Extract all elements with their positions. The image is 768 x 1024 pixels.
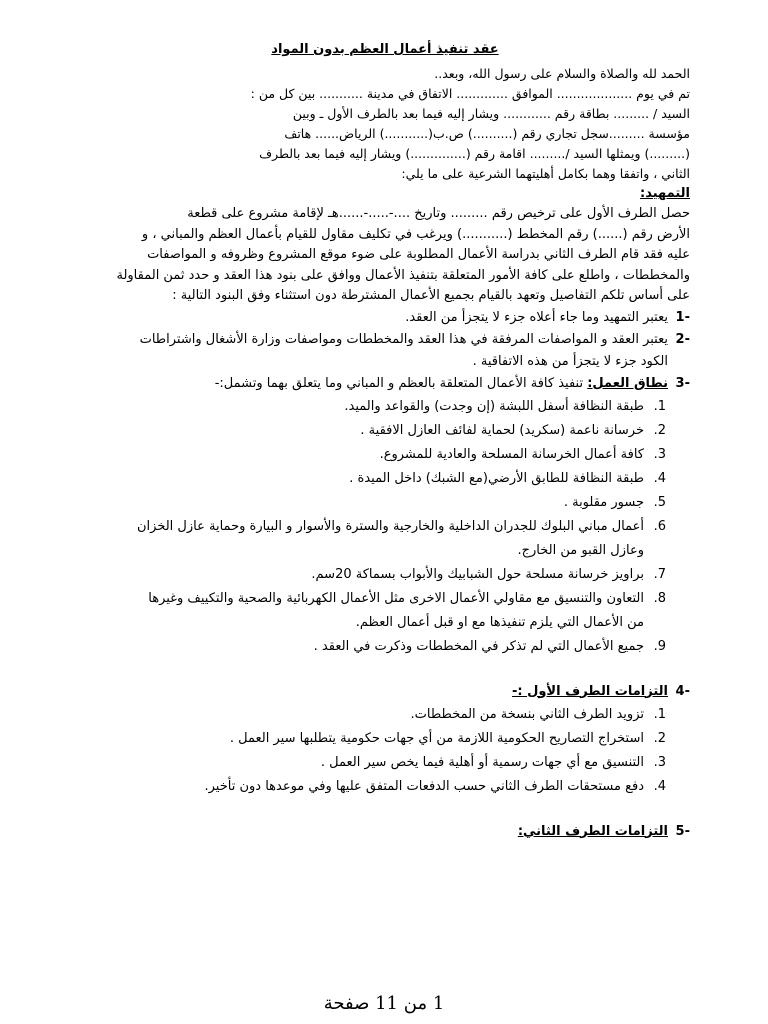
list-item: 7. براويز خرسانة مسلحة حول الشبابيك والأبواب بسماكة 20سم. (311, 566, 666, 582)
clause-number: 5- (675, 823, 690, 839)
preamble-line: الأرض رقم (......) رقم المخطط (...........) ويرغب في تكليف مقاول للقيام بأعمال العظم والمباني ، و (141, 226, 690, 242)
preamble-line: على أساس تلكم التفاصيل وتعهد بالقيام بجميع الأعمال المشترطة دون استثناء وفق البنود التالية : (172, 288, 690, 303)
list-item: 6. أعمال مباني البلوك للجدران الداخلية والخارجية والسترة والأسوار و البيارة وحماية عازل الخزان وعازل القبو من الخارج. (137, 518, 666, 558)
clause-number: 1- (675, 309, 690, 325)
clause-text-cont: الكود جزء لا يتجزأ من هذه الاتفاقية . (472, 353, 668, 369)
clause-number: 2- (675, 331, 690, 347)
scope-text: تنفيذ كافة الأعمال المتعلقة بالعظم و المباني وما يتعلق بهما وتشمل:- (214, 375, 588, 391)
intro-block (80, 64, 690, 184)
clause-1 (80, 307, 690, 329)
clause-3 (80, 373, 690, 395)
first-party-title: التزامات الطرف الأول :- (511, 683, 668, 699)
page-number: 1 من 11 صفحة (323, 993, 445, 1014)
clause-text: يعتبر العقد و المواصفات المرفقة في هذا العقد والمخططات ومواصفات وزارة الأشغال واشتراطات (139, 331, 668, 347)
intro-line: تم في يوم ................... الموافق ............. الاتفاق في مدينة ........... بين كل من : (250, 86, 690, 101)
preamble-heading: التمهيد: (640, 186, 690, 201)
list-item: 9. جميع الأعمال التي لم تذكر في المخططات وذكرت في العقد . (313, 638, 666, 654)
clause-5 (80, 821, 690, 843)
first-party-items (80, 703, 690, 799)
list-item: 8. التعاون والتنسيق مع مقاولي الأعمال الاخرى مثل الأعمال الكهربائية والصحية والتكييف وغيرها من الأعمال التي يلزم تنفيذها مع او قبل أعمال العظم. (148, 590, 666, 630)
list-item: 2. استخراج التصاريح الحكومية اللازمة من أي جهات حكومية يتطلبها سير العمل . (229, 730, 666, 746)
intro-line: الثاني ، واتفقا وهما بكامل أهليتهما الشرعية على ما يلي: (401, 166, 690, 181)
list-item: 1. طبقة النظافة أسفل اللبشة (إن وجدت) والقواعد والميد. (344, 398, 666, 414)
list-item: 4. دفع مستحقات الطرف الثاني حسب الدفعات المتفق عليها وفي موعدها دون تأخير. (204, 778, 666, 794)
preamble-block (80, 204, 690, 307)
second-party-title: التزامات الطرف الثاني: (517, 823, 668, 839)
list-item: 3. كافة أعمال الخرسانة المسلحة والعادية للمشروع. (379, 446, 666, 462)
clause-number: 4- (675, 683, 690, 699)
list-item: 5. جسور مقلوبة . (563, 494, 666, 510)
scope-title: نطاق العمل: (587, 375, 668, 391)
clause-text: يعتبر التمهيد وما جاء أعلاه جزء لا يتجزأ من العقد. (405, 309, 668, 325)
document-title: عقد تنفيذ أعمال العظم بدون المواد (271, 42, 499, 57)
scope-items (80, 395, 690, 659)
list-item: 3. التنسيق مع أي جهات رسمية أو أهلية فيما يخص سير العمل . (320, 754, 666, 770)
preamble-line: والمخططات ، واطلع على كافة الأمور المتعلقة بتنفيذ الأعمال ووافق على بنود هذا العقد و حدد ثمن المقاولة (116, 267, 690, 283)
preamble-line: حصل الطرف الأول على ترخيص رقم ......... وتاريخ ....-.....-......هـ لإقامة مشروع على قطعة (187, 206, 690, 221)
clause-number: 3- (675, 375, 690, 391)
intro-line: مؤسسة .........سجل تجاري رقم (..........) ص.ب(...........) الرياض...... هاتف (284, 126, 690, 141)
preamble-line: عليه فقد قام الطرف الثاني بدراسة الأعمال المطلوبة على ضوء موقع المشروع وظروفه و المواصفات (147, 247, 690, 262)
intro-line: السيد / ......... بطاقة رقم ............ ويشار إليه فيما بعد بالطرف الأول ـ وبين (292, 106, 690, 121)
list-item: 2. خرسانة ناعمة (سكريد) لحماية لفائف العازل الافقية . (360, 422, 666, 438)
intro-line: (.........) ويمثلها السيد /......... اقامة رقم (..............) ويشار إليه فيما بعد بالطرف (259, 146, 690, 161)
clause-2 (80, 329, 690, 373)
list-item: 1. تزويد الطرف الثاني بنسخة من المخططات. (410, 706, 666, 722)
clause-4 (80, 681, 690, 703)
intro-line: الحمد لله والصلاة والسلام على رسول الله، وبعد.. (434, 66, 690, 81)
list-item: 4. طبقة النظافة للطابق الأرضي(مع الشبك) داخل الميدة . (349, 470, 666, 486)
